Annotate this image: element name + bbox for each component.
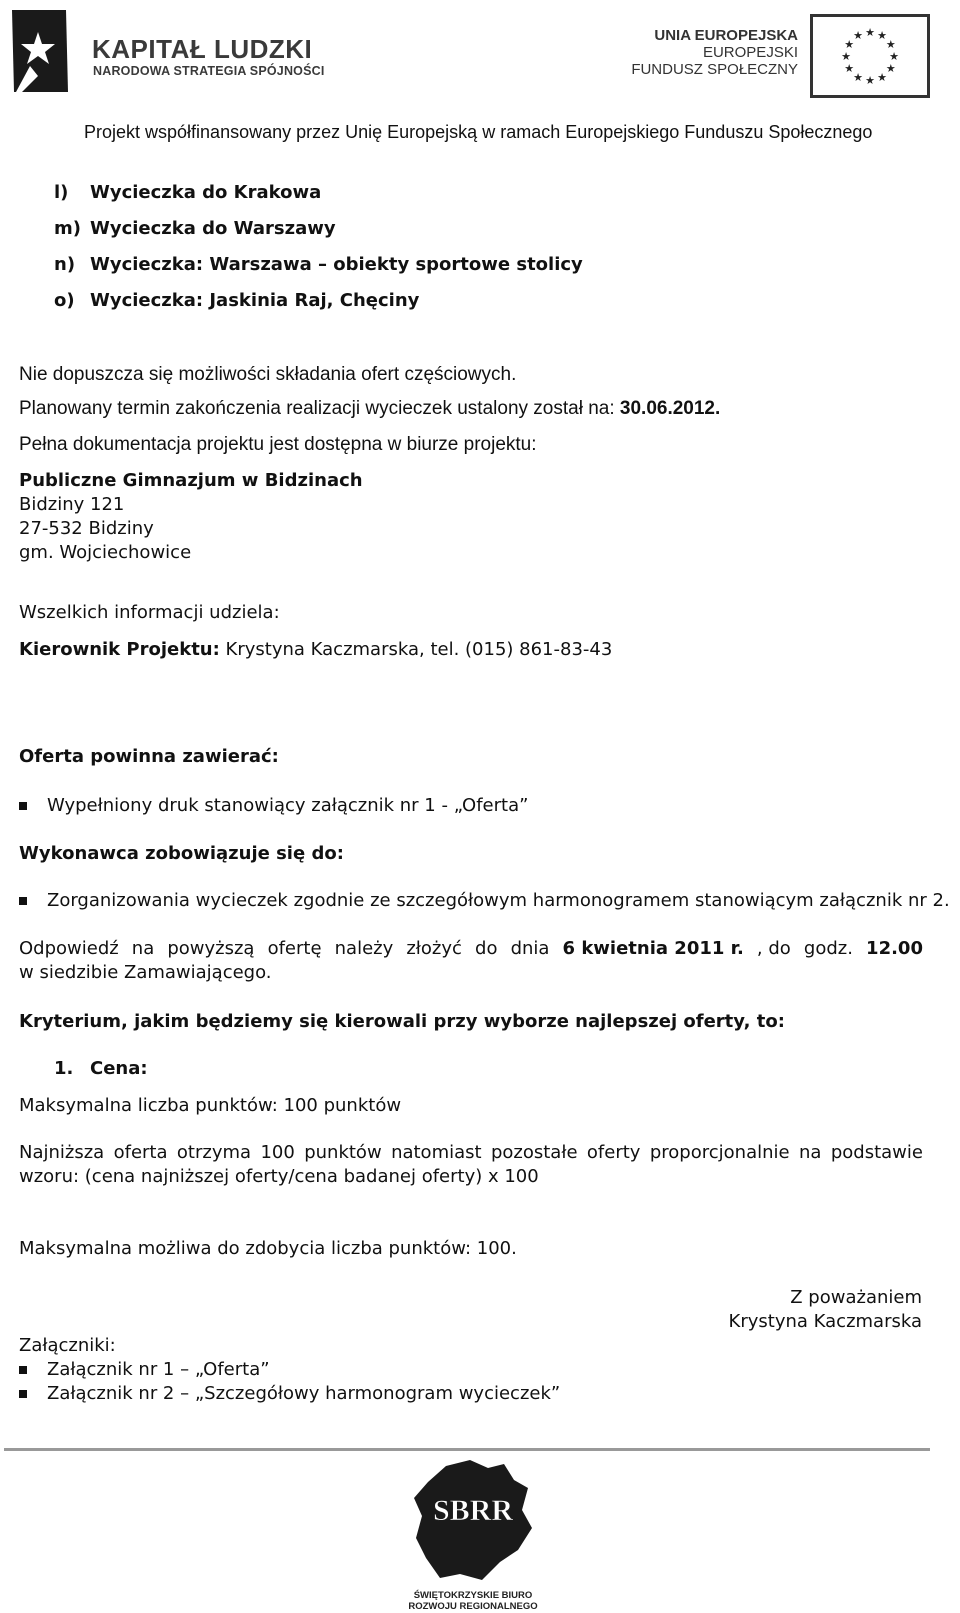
criteria-heading: Kryterium, jakim będziemy się kierowali przy wyborze najlepszej oferty, to: (19, 1011, 785, 1032)
attachments-label: Załączniki: (19, 1335, 116, 1356)
offer-item: Wypełniony druk stanowiący załącznik nr 1 - „Oferta” (19, 794, 528, 818)
list-item: Załącznik nr 2 – „Szczegółowy harmonogram wycieczek” (19, 1382, 560, 1406)
criteria-item: 1. Cena: (54, 1058, 148, 1079)
response-line-2: w siedzibie Zamawiającego. (19, 962, 272, 983)
kapital-ludzki-logo-icon (8, 6, 72, 96)
docs-line: Pełna dokumentacja projektu jest dostępna w biurze projektu: (19, 434, 537, 455)
contact-intro: Wszelkich informacji udziela: (19, 602, 280, 623)
list-item: n) Wycieczka: Warszawa – obiekty sportowe stolicy (54, 254, 583, 275)
footer-divider (4, 1448, 930, 1451)
eu-star-icon: ★ (865, 26, 875, 39)
eu-line-2: EUROPEJSKI (702, 44, 798, 61)
formula-line-2: wzoru: (cena najniższej oferty/cena badanej oferty) x 100 (19, 1166, 539, 1187)
contractor-heading: Wykonawca zobowiązuje się do: (19, 843, 344, 864)
sbrr-map-icon (408, 1458, 538, 1586)
contact-role: Kierownik Projektu: (19, 639, 220, 660)
list-item: o) Wycieczka: Jaskinia Raj, Chęciny (54, 290, 420, 311)
sbrr-subtitle-2: ROZWOJU REGIONALNEGO (408, 1601, 538, 1612)
address-commune: gm. Wojciechowice (19, 542, 192, 563)
eu-star-icon: ★ (877, 29, 887, 43)
max-total-points: Maksymalna możliwa do zdobycia liczba punktów: 100. (19, 1238, 517, 1259)
eu-star-icon: ★ (853, 70, 863, 84)
sbrr-logo (408, 1458, 538, 1612)
signature-regards: Z poważaniem (790, 1287, 922, 1308)
eu-star-icon: ★ (844, 62, 855, 75)
list-item: m) Wycieczka do Warszawy (54, 218, 336, 239)
list-item: l) Wycieczka do Krakowa (54, 182, 322, 203)
eu-line-1: UNIA EUROPEJSKA (654, 27, 798, 44)
project-cofinancing-line: Projekt współfinansowany przez Unię Europejską w ramach Europejskiego Funduszu Społecznego (84, 122, 873, 142)
contact-line (19, 638, 612, 662)
signature-name: Krystyna Kaczmarska (728, 1311, 922, 1332)
criteria-max-points: Maksymalna liczba punktów: 100 punktów (19, 1095, 402, 1116)
list-item: Załącznik nr 1 – „Oferta” (19, 1358, 270, 1382)
response-date: 6 kwietnia 2011 r. (562, 938, 744, 959)
kl-title: KAPITAŁ LUDZKI (92, 34, 313, 64)
eu-star-icon: ★ (865, 74, 875, 87)
eu-text-block (600, 27, 798, 78)
partial-offers-note: Nie dopuszcza się możliwości składania ofert częściowych. (19, 364, 517, 385)
address-postal: 27-532 Bidziny (19, 518, 154, 539)
eu-flag-icon (810, 14, 930, 98)
eu-line-3: FUNDUSZ SPOŁECZNY (631, 61, 798, 78)
formula-line-1: Najniższa oferta otrzyma 100 punktów natomiast pozostałe oferty proporcjonalnie na podstawie (19, 1142, 923, 1163)
address-street: Bidziny 121 (19, 494, 125, 515)
eu-star-icon: ★ (885, 62, 896, 75)
response-time: 12.00 (866, 938, 923, 959)
eu-star-icon: ★ (853, 29, 863, 43)
deadline-line: Planowany termin zakończenia realizacji wycieczek ustalony został na: 30.06.2012. (19, 398, 721, 419)
kl-subtitle: NARODOWA STRATEGIA SPÓJNOŚCI (93, 64, 325, 78)
address-name: Publiczne Gimnazjum w Bidzinach (19, 470, 363, 491)
sbrr-logo-text: SBRR (432, 1494, 514, 1527)
bullet-icon (19, 1390, 27, 1398)
sbrr-subtitle-1: ŚWIĘTOKRZYSKIE BIURO (413, 1590, 533, 1601)
contact-person: Krystyna Kaczmarska, tel. (015) 861-83-43 (219, 639, 613, 660)
contractor-item: Zorganizowania wycieczek zgodnie ze szczegółowym harmonogramem stanowiącym załącznik nr 2. (19, 889, 950, 913)
response-line-1: Odpowiedź na powyższą ofertę należy złożyć do dnia 6 kwietnia 2011 r. , do godz. 12.00 (19, 938, 923, 959)
eu-star-icon: ★ (844, 38, 855, 51)
eu-star-icon: ★ (841, 50, 851, 63)
bullet-icon (19, 897, 27, 905)
offer-heading: Oferta powinna zawierać: (19, 746, 279, 767)
bullet-icon (19, 1366, 27, 1374)
deadline-date: 30.06.2012. (619, 398, 721, 419)
eu-star-icon: ★ (889, 50, 899, 63)
eu-star-icon: ★ (885, 38, 896, 51)
eu-star-icon: ★ (877, 70, 887, 84)
bullet-icon (19, 802, 27, 810)
